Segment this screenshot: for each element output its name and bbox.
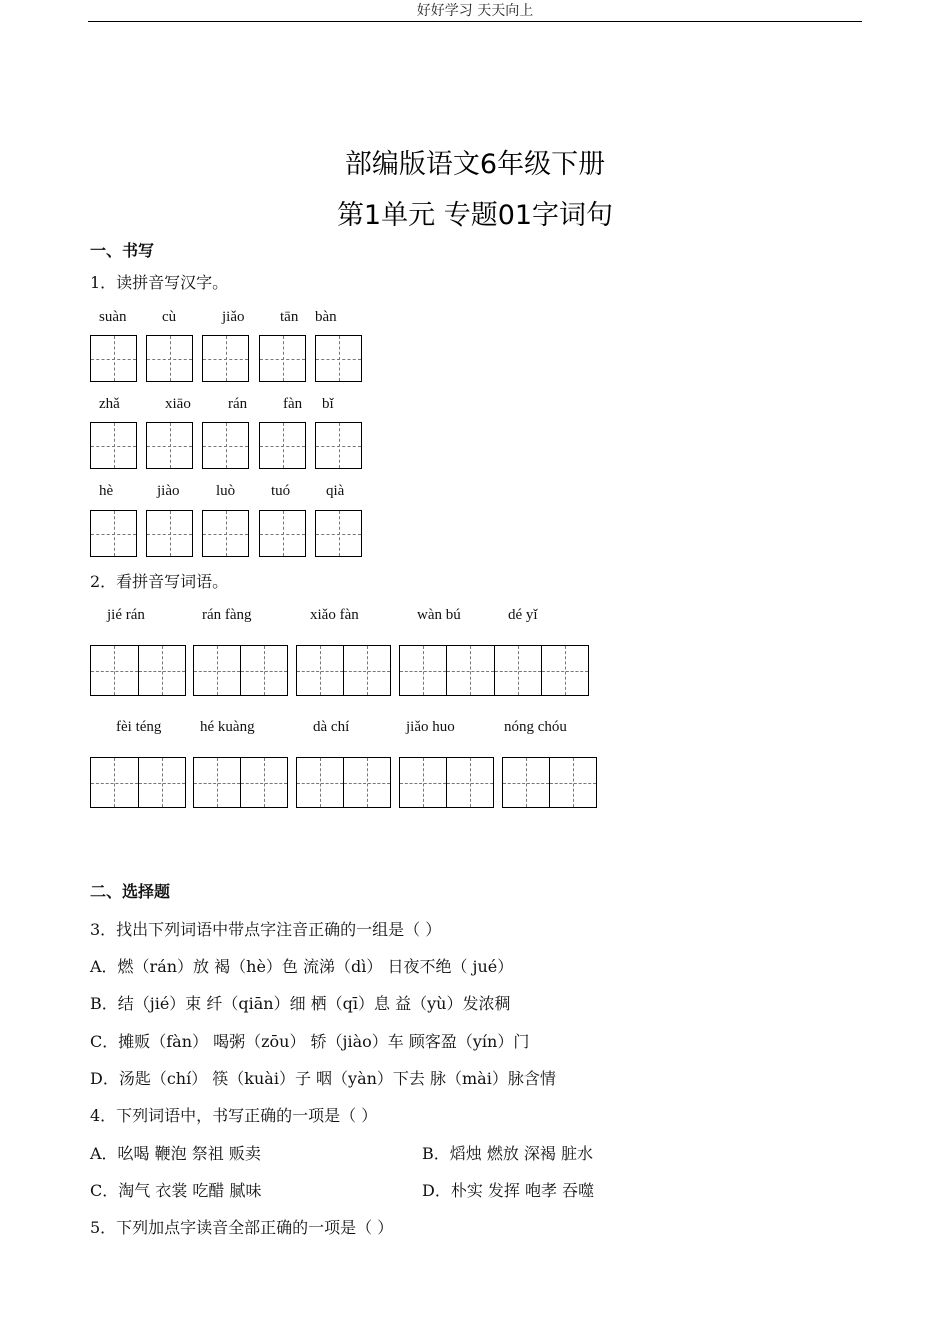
question-3-option-d: D．汤匙（chí） 筷（kuài）子 咽（yàn）下去 脉（mài）脉含情 [90,1069,556,1088]
writing-cell[interactable] [549,758,596,807]
pinyin-label: xiǎo fàn [310,607,359,623]
writing-cell[interactable] [297,646,343,695]
writing-box[interactable] [90,510,137,557]
question-1-prompt: 1．读拼音写汉字。 [90,273,229,292]
document-subtitle: 第1单元 专题01字词句 [336,200,614,231]
pinyin-label: jié rán [107,607,145,623]
writing-cell[interactable] [400,646,446,695]
pinyin-label: luò [216,483,236,499]
pinyin-label: fèi téng [116,719,162,735]
pinyin-label: wàn bú [417,607,461,623]
pinyin-label: rán [228,396,248,412]
writing-box[interactable] [202,510,249,557]
pinyin-label: dà chí [313,719,350,735]
question-2-prompt: 2．看拼音写词语。 [90,572,229,591]
writing-cell[interactable] [343,758,390,807]
question-4-option-c: C．淘气 衣裳 吃醋 腻味 [90,1181,262,1200]
word-writing-box[interactable] [399,757,494,808]
question-3-prompt: 3．找出下列词语中带点字注音正确的一组是（ ） [90,920,442,939]
writing-cell[interactable] [138,758,186,807]
writing-box[interactable] [90,335,137,382]
word-writing-box[interactable] [90,757,186,808]
writing-cell[interactable] [194,758,240,807]
pinyin-label: bǐ [322,396,334,412]
writing-cell[interactable] [240,758,287,807]
word-writing-box[interactable] [90,645,186,696]
word-writing-box[interactable] [502,757,597,808]
pinyin-label: suàn [99,309,127,325]
document-title: 部编版语文6年级下册 [344,149,606,180]
question-4-option-b: B．熖烛 燃放 深褐 脏水 [422,1144,594,1163]
pinyin-label: zhǎ [99,396,120,412]
pinyin-label: qià [326,483,345,499]
question-4-prompt: 4．下列词语中，书写正确的一项是（ ） [90,1106,378,1125]
section-heading-writing: 一、书写 [90,241,155,260]
pinyin-label: rán fàng [202,607,252,623]
pinyin-label: xiāo [165,396,191,412]
word-writing-box[interactable] [399,645,589,696]
question-4-option-a: A．吆喝 鞭泡 祭祖 贩卖 [90,1144,261,1163]
writing-box[interactable] [315,422,362,469]
writing-cell[interactable] [91,646,138,695]
pinyin-label: bàn [315,309,337,325]
question-3-option-c: C．摊贩（fàn） 喝粥（zōu） 轿（jiào）车 顾客盈（yín）门 [90,1032,530,1051]
writing-box[interactable] [259,335,306,382]
writing-cell[interactable] [446,758,493,807]
word-writing-box[interactable] [193,645,288,696]
pinyin-label: hè [99,483,114,499]
pinyin-label: cù [162,309,177,325]
writing-cell[interactable] [503,758,549,807]
pinyin-label: hé kuàng [200,719,255,735]
word-writing-box[interactable] [296,757,391,808]
pinyin-label: jiǎo huo [406,719,455,735]
question-4-option-d: D．朴实 发挥 咆孝 吞噬 [422,1181,595,1200]
writing-cell[interactable] [194,646,240,695]
writing-cell[interactable] [297,758,343,807]
word-writing-box[interactable] [193,757,288,808]
writing-cell[interactable] [240,646,287,695]
section-heading-multiple-choice: 二、选择题 [90,882,171,901]
question-5-prompt: 5．下列加点字读音全部正确的一项是（ ） [90,1218,394,1237]
page-header: 好好学习 天天向上 [416,3,534,19]
writing-box[interactable] [202,422,249,469]
writing-box[interactable] [146,422,193,469]
header-divider [88,21,862,22]
writing-cell[interactable] [91,758,138,807]
pinyin-label: jiǎo [222,309,245,325]
writing-box[interactable] [146,335,193,382]
pinyin-label: tān [280,309,299,325]
writing-box[interactable] [90,422,137,469]
writing-cell[interactable] [541,646,588,695]
writing-cell[interactable] [343,646,390,695]
writing-box[interactable] [202,335,249,382]
writing-box[interactable] [259,422,306,469]
pinyin-label: dé yǐ [508,607,538,623]
writing-box[interactable] [315,510,362,557]
writing-cell[interactable] [400,758,446,807]
pinyin-label: jiào [157,483,180,499]
word-writing-box[interactable] [296,645,391,696]
question-3-option-a: A．燃（rán）放 褐（hè）色 流涕（dì） 日夜不绝（ jué） [90,957,514,976]
writing-cell[interactable] [446,646,493,695]
writing-cell[interactable] [138,646,186,695]
pinyin-label: tuó [271,483,291,499]
writing-box[interactable] [259,510,306,557]
pinyin-label: nóng chóu [504,719,567,735]
writing-box[interactable] [315,335,362,382]
pinyin-label: fàn [283,396,303,412]
question-3-option-b: B．结（jié）束 纤（qiān）细 栖（qī）息 益（yù）发浓稠 [90,994,511,1013]
writing-box[interactable] [146,510,193,557]
writing-cell[interactable] [494,646,541,695]
